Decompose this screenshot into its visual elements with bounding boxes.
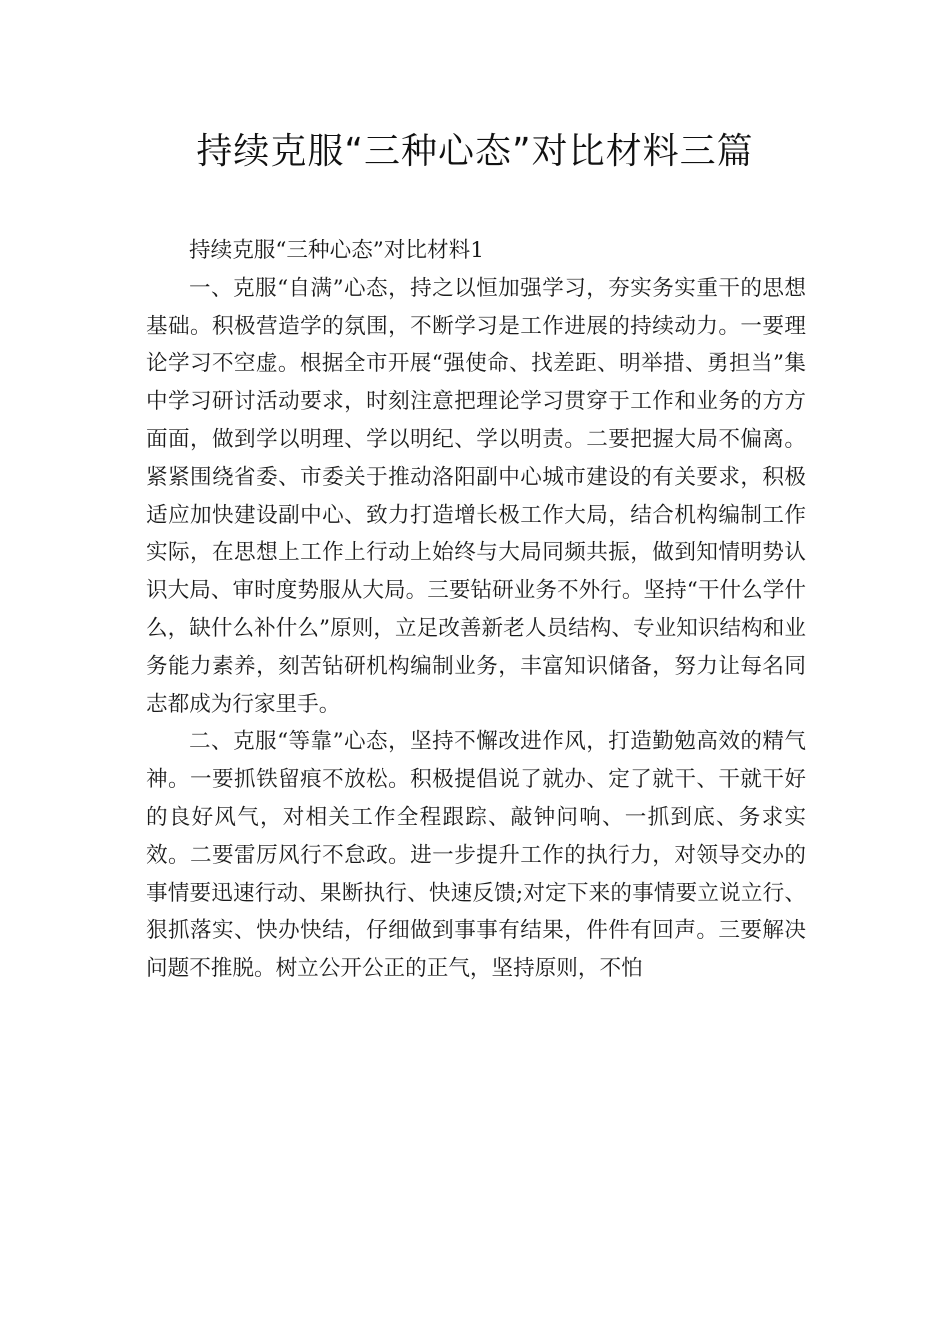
section-subtitle: 持续克服“三种心态”对比材料1 — [189, 238, 484, 263]
document-title: 持续克服“三种心态”对比材料三篇 — [196, 131, 754, 172]
document-body — [146, 232, 806, 988]
paragraph-2: 二、克服“等靠”心态，坚持不懈改进作风，打造勤勉高效的精气神。一要抓铁留痕不放松。积极提倡说了就办、定了就干、干就干好的良好风气，对相关工作全程跟踪、敲钟问响、一抓到底、务求实效。二要雷厉风行不怠政。进一步提升工作的执行力，对领导交办的事情要迅速行动、果断执行、快速反馈;对定下来的事情要立说立行、狠抓落实、快办快结，仔细做到事事有结果，件件有回声。三要解决问题不推脱。树立公开公正的正气，坚持原则，不怕 — [146, 729, 806, 982]
paragraph-1: 一、克服“自满”心态，持之以恒加强学习，夯实务实重干的思想基础。积极营造学的氛围，不断学习是工作进展的持续动力。一要理论学习不空虚。根据全市开展“强使命、找差距、明举措、勇担当”集中学习研讨活动要求，时刻注意把理论学习贯穿于工作和业务的方方面面，做到学以明理、学以明纪、学以明责。二要把握大局不偏离。紧紧围绕省委、市委关于推动洛阳副中心城市建设的有关要求，积极适应加快建设副中心、致力打造增长极工作大局，结合机构编制工作实际，在思想上工作上行动上始终与大局同频共振，做到知情明势认识大局、审时度势服从大局。三要钻研业务不外行。坚持“干什么学什么，缺什么补什么”原则，立足改善新老人员结构、专业知识结构和业务能力素养，刻苦钻研机构编制业务，丰富知识储备，努力让每名同志都成为行家里手。 — [146, 275, 806, 717]
